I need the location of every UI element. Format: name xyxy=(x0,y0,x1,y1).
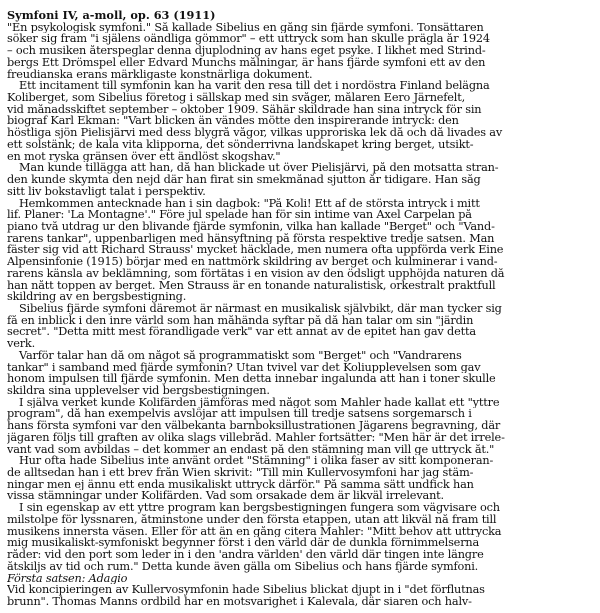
text-line: den kunde skymta den nejd där han firat sin smekmånad sjutton år tidigare. Han såg xyxy=(7,174,481,186)
text-line: – och musiken återspeglar denna djuplodning av hans eget psyke. I likhet med Strind- xyxy=(7,45,486,57)
text-line: söker sig fram "i själens oändliga gömmor" – ett uttryck som han skulle präglа år 1924 xyxy=(7,33,490,46)
text-line: sitt liv bokstavligt talat i perspektiv. xyxy=(7,185,206,198)
text-line: ett solstänk; de kala vita klipporna, det sönderrivna landskapet kring berget, utsikt- xyxy=(7,138,474,151)
text-line: Varför talar han då om något så programmatiskt som "Berget" och "Vandrarens xyxy=(19,349,462,362)
text-line: få en inblick i den inre värld som han måhända syftar på då han talar om sin "järdin xyxy=(7,314,474,327)
text-line: brunn". Thomas Manns ordbild har en motsvarighet i Kalevala, där siaren och halv- xyxy=(7,595,472,608)
text-line: Sibelius fjärde symfoni däremot är närmast en musikalisk självbikt, där man tycker sig xyxy=(19,302,502,315)
text-line: I sin egenskap av ett yttre program kan bergsbestigningen fungera som vägvisare och xyxy=(19,502,500,514)
text-line: milstolpe för lyssnaren, åtminstone under den första etappen, utan att likväl nå fram till xyxy=(7,513,497,526)
text-line: biograf Karl Ekman: "Vart blicken än vändes mötte den inspirerande intryck: den xyxy=(7,115,459,128)
text-line: tankar" i samband med fjärde symfonin? Utan tvivel var det Koliupplevelsen som gav xyxy=(7,361,481,374)
text-line: jägaren följs till graften av olika slags villebråd. Mahler fortsätter: "Men här är det irrele- xyxy=(7,431,505,444)
text-line: lif. Planer: 'La Montagne'." Före jul spelade han för sin intime van Axel Carpelan på xyxy=(7,209,472,221)
text-line: en mot ryska gränsen över ett ändlöst skogshav." xyxy=(7,150,281,163)
text-line: I själva verket kunde Kolifärden jämföras med något som Mahler hade kallat ett "yttre xyxy=(19,396,500,409)
text-line: program", då han exempelvis avslöjar att impulsen till tredje satsens sorgemarsch i xyxy=(7,408,472,421)
text-line: vissa stämningar under Kolifärden. Vad som orsakade dem är likväl irrelevant. xyxy=(7,490,444,503)
text-line: Koliberget, som Sibelius företog i sällskap med sin svåger, målaren Eero Järnefelt, xyxy=(7,92,466,104)
text-line: skildring av en bergsbestigning. xyxy=(7,291,187,303)
text-line: honom impulsen till fjärde symfonin. Men detta innebar ingalunda att han i toner skulle xyxy=(7,373,496,385)
text-line: rarens tankar", uppenbarligen med hänsyftning på första respektive tredje satsen. Man xyxy=(7,232,495,245)
text-line: vant vad som avbildas – det kommer an endast på den stämning man vill ge uttryck åt." xyxy=(7,443,495,456)
text-line: skildra sina upplevelser vid bergsbestigningen. xyxy=(7,385,270,397)
text-line: freudianska erans märkligaste konstnärliga dokument. xyxy=(7,68,313,81)
document-page xyxy=(7,10,589,608)
text-line: de alltsedan han i ett brev från Wien skrivit: "Till min Kullervosymfoni har jag stäm- xyxy=(7,467,474,479)
text-line: Hemkommen antecknade han i sin dagbok: "På Koli! Ett af de största intryck i mitt xyxy=(19,197,480,210)
text-line: Hur ofta hade Sibelius inte använt ordet "Stämning" i olika faser av sitt komponeran- xyxy=(19,455,494,468)
subheading: Första satsen: Adagio xyxy=(7,572,128,585)
section-heading: Symfoni IV, a-moll, op. 63 (1911) xyxy=(7,10,216,22)
text-line: Alpensinfonie (1915) börjar med en nattmörk skildring av berget och kulminerar i vand- xyxy=(7,256,498,268)
text-line: ningar men ej ännu ett enda musikaliskt uttryck därför." På samma sätt undfick han xyxy=(7,478,474,491)
text-line: Man kunde tillägga att han, då han blickade ut över Pielisjärvi, på den motsatta stran- xyxy=(19,162,499,175)
text-line: höstliga sjön Pielisjärvi med dess blygrå vågor, vilkas upproriska lek då och då livades av xyxy=(7,127,503,139)
text-line: "En psykologisk symfoni." Så kallade Sibelius en gång sin fjärde symfoni. Tonsättaren xyxy=(7,21,484,34)
text-line: bergs Ett Drömspel eller Edvard Munchs målningar, är hans fjärde symfoni ett av den xyxy=(7,56,486,69)
text-line: råder: vid den port som leder in i den 'andra världen' den värld där tingen inte längre xyxy=(7,549,484,561)
text-line: åtskiljs av tid och rum." Detta kunde även gälla om Sibelius och hans fjärde symfoni. xyxy=(7,560,479,573)
body-text xyxy=(7,22,589,608)
text-line: han nått toppen av berget. Men Strauss är en tonande naturalistisk, orkestralt praktfull xyxy=(7,279,496,292)
text-line: mig musikaliskt-symfoniskt begynner först i den värld där de dunkla förnimmelserna xyxy=(7,537,480,550)
text-line: Ett incitament till symfonin kan ha varit den resa till det i nordöstra Finland belägna xyxy=(19,80,490,93)
text-line: secret". "Detta mitt mest förandligade verk" var ett annat av de epitet han gav detta xyxy=(7,326,476,339)
text-line: Vid koncipieringen av Kullervosymfonin hade Sibelius blickat djupt in i "det förflutnas xyxy=(7,584,485,596)
text-line: vid månadsskiftet september – oktober 1909. Sähär skildrade han sina intryck för sin xyxy=(7,103,482,116)
text-line: fäster sig vid att Richard Strauss' mycket häcklade, men numera ofta uppförda verk Eine xyxy=(7,244,504,257)
text-line: verk. xyxy=(7,338,36,350)
text-line: musikens innersta väsen. Eller för att än en gång citera Mahler: "Mitt behov att uttrycka xyxy=(7,525,502,538)
text-line: rarens känsla av beklämning, som förtätas i en vision av den ödsligt upphöjda naturen då xyxy=(7,267,505,280)
text-line: hans första symfoni var den välbekanta barnboksillustrationen Jägarens begravning, där xyxy=(7,420,501,432)
text-line: piano två utdrag ur den blivande fjärde symfonin, vilka han kallade "Berget" och "Vand- xyxy=(7,220,495,233)
